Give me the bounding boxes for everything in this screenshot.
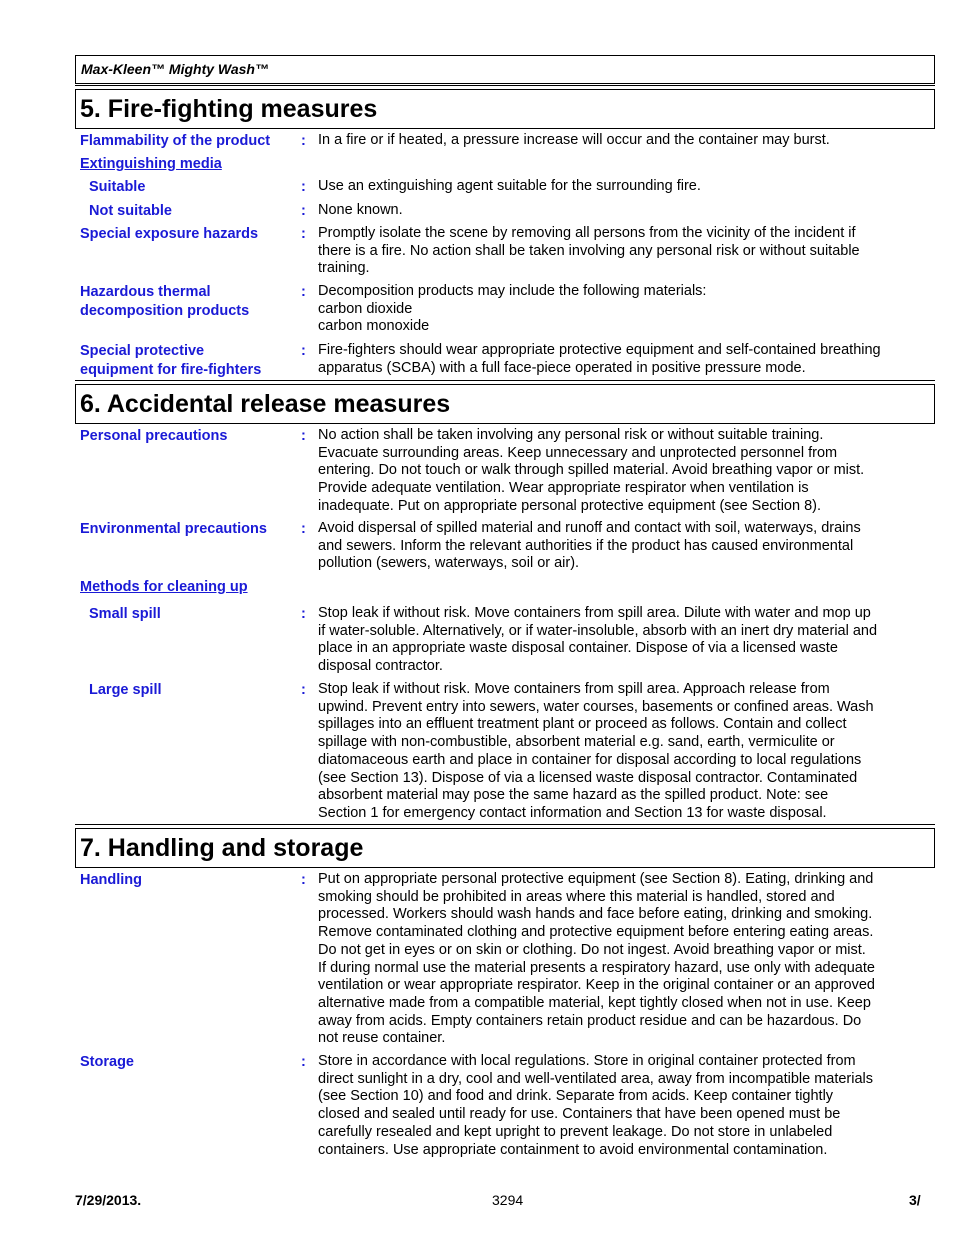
footer-page-number: 3/: [909, 1192, 921, 1208]
large-spill-label: Large spill: [89, 682, 162, 698]
personal-precautions-value: No action shall be taken involving any personal risk or without suitable training. Evacuate surrounding areas. Keep unnecessary and unprotected personnel from entering. Do not touch or walk through spilled material. Avoid breathing vapor or mist. Provide adequate ventilation. Wear appropriate respirator when ventilation is inadequate. Put on appropriate personal protective equipment (see Section 8).: [318, 427, 865, 514]
large-spill-value: Stop leak if without risk. Move containers from spill area. Approach release from upwind. Prevent entry into sewers, water courses, basements or confined areas. Wash spillages into an effluent treatment plant or proceed as follows. Contain and collect spillage with non-combustible, absorbent material e.g. sand, earth, vermiculite or diatomaceous earth and place in container for disposal according to local regulations (see Section 13). Dispose of via a licensed waste disposal contractor. Contaminated absorbent material may pose the same hazard as the spilled product. Note: see Section 1 for emergency contact information and Section 13 for waste disposal.: [318, 681, 874, 821]
colon: :: [301, 343, 306, 359]
suitable-value: Use an extinguishing agent suitable for the surrounding fire.: [318, 178, 701, 194]
protective-equipment-label: Special protective equipment for fire-fighters: [80, 343, 262, 378]
colon: :: [301, 133, 306, 149]
colon: :: [301, 284, 306, 300]
product-name: Max-Kleen™ Mighty Wash™: [81, 61, 269, 77]
section-6-title: 6. Accidental release measures: [75, 384, 935, 424]
colon: :: [301, 1054, 306, 1070]
colon: :: [301, 203, 306, 219]
personal-precautions-label: Personal precautions: [80, 428, 228, 444]
flammability-value: In a fire or if heated, a pressure increase will occur and the container may burst.: [318, 132, 830, 148]
thermal-decomposition-value: Decomposition products may include the following materials: carbon dioxide carbon monoxide: [318, 283, 707, 335]
footer-date: 7/29/2013.: [75, 1192, 142, 1208]
colon: :: [301, 606, 306, 622]
protective-equipment-value: Fire-fighters should wear appropriate protective equipment and self-contained breathing apparatus (SCBA) with a full face-piece operated in positive pressure mode.: [318, 342, 881, 376]
colon: :: [301, 428, 306, 444]
colon: :: [301, 521, 306, 537]
handling-label: Handling: [80, 872, 143, 888]
extinguishing-media-heading: Extinguishing media: [80, 156, 222, 172]
not-suitable-value: None known.: [318, 202, 403, 218]
handling-value: Put on appropriate personal protective equipment (see Section 8). Eating, drinking and smoking should be prohibited in areas where this material is handled, stored and processed. Workers should wash hands and face before eating, drinking and smoking. Remove contaminated clothing and protective equipment before entering eating areas. Do not get in eyes or on skin or clothing. Do not ingest. Avoid breathing vapor or mist. If during normal use the material presents a respiratory hazard, use only with adequate ventilation or wear appropriate respirator. Keep in the original container or an approved alternative made from a compatible material, kept tightly closed when not in use. Keep away from acids. Empty containers retain product residue and can be hazardous. Do not reuse container.: [318, 871, 875, 1047]
storage-value: Store in accordance with local regulations. Store in original container protected from direct sunlight in a dry, cool and well-ventilated area, away from incompatible materials (see Section 10) and food and drink. Separate from acids. Keep container tightly closed and sealed until ready for use. Containers that have been opened must be carefully resealed and kept upright to prevent leakage. Do not store in unlabeled containers. Use appropriate containment to avoid environmental contamination.: [318, 1053, 874, 1158]
footer-code: 3294: [492, 1192, 524, 1208]
small-spill-label: Small spill: [89, 606, 161, 622]
environmental-precautions-value: Avoid dispersal of spilled material and runoff and contact with soil, waterways, drains and sewers. Inform the relevant authorities if the product has caused environmental pollution (sewers, waterways, soil or air).: [318, 520, 861, 572]
small-spill-value: Stop leak if without risk. Move containers from spill area. Dilute with water and mop up if water-soluble. Alternatively, or if water-insoluble, absorb with an inert dry material and place in an appropriate waste disposal container. Dispose of via a licensed waste disposal contractor.: [318, 605, 878, 675]
special-exposure-value: Promptly isolate the scene by removing all persons from the vicinity of the incident if there is a fire. No action shall be taken involving any personal risk or without suitable training.: [318, 225, 860, 277]
colon: :: [301, 179, 306, 195]
colon: :: [301, 872, 306, 888]
colon: :: [301, 682, 306, 698]
section-7-title: 7. Handling and storage: [75, 828, 935, 868]
storage-label: Storage: [80, 1054, 134, 1070]
flammability-label: Flammability of the product: [80, 133, 271, 149]
methods-cleaning-heading: Methods for cleaning up: [80, 579, 248, 595]
special-exposure-label: Special exposure hazards: [80, 226, 259, 242]
suitable-label: Suitable: [89, 179, 146, 195]
environmental-precautions-label: Environmental precautions: [80, 521, 267, 537]
section-5-title: 5. Fire-fighting measures: [75, 89, 935, 129]
thermal-decomposition-label: Hazardous thermal decomposition products: [80, 284, 250, 319]
document-header: [75, 55, 935, 84]
not-suitable-label: Not suitable: [89, 203, 172, 219]
colon: :: [301, 226, 306, 242]
